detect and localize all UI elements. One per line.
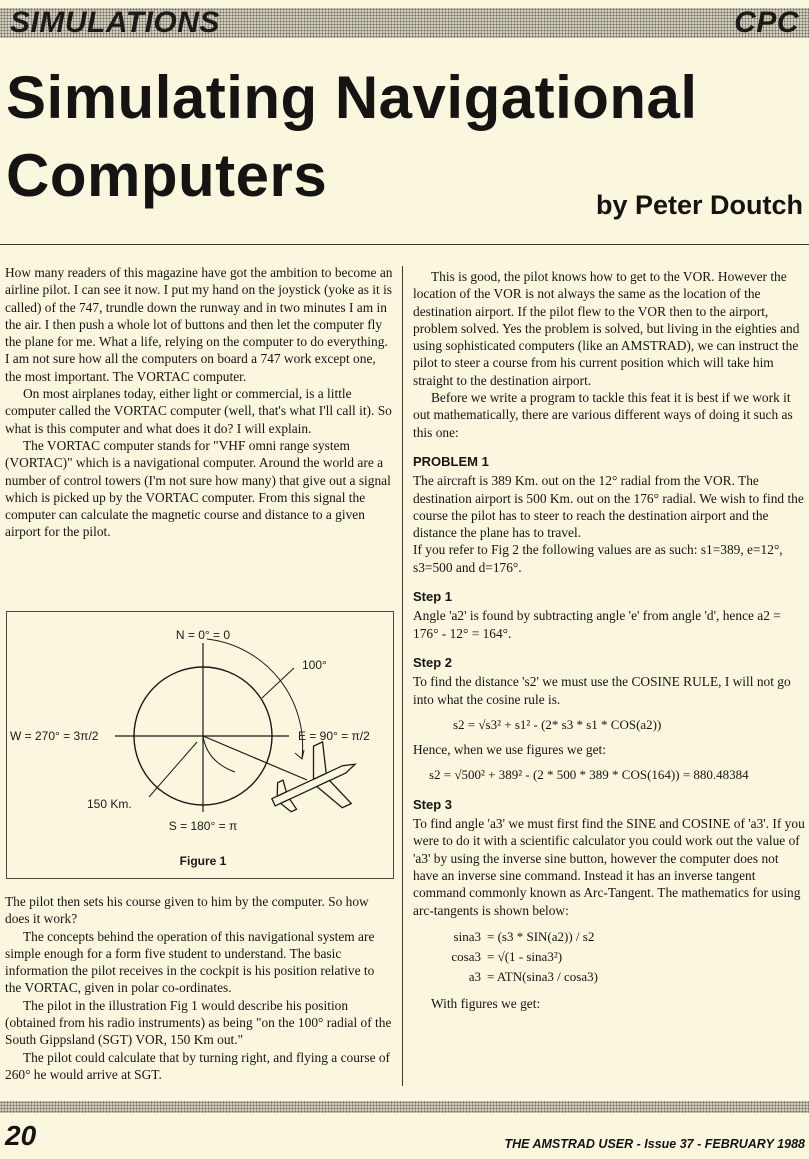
paragraph: The pilot then sets his course given to him by the computer. So how does it work? <box>5 894 369 927</box>
distance-result-formula: s2 = √500² + 389² - (2 * 500 * 389 * COS(164)) = 880.48384 <box>429 767 749 783</box>
distance-label: 150 Km. <box>87 797 132 811</box>
paragraph: To find angle 'a3' we must first find the SINE and COSINE of 'a3'. If you were to do it with a scientific calculator you could work out the value of 'a3' by using the inverse sine button, however the computer does not have an inverse sine command. Instead it has an inverse tangent command commonly known as Arc-Tangent. The mathematics for using arc-tangents is shown below: <box>413 816 805 918</box>
paragraph: The concepts behind the operation of this navigational system are simple enough for a form five student to understand. The basic information the pilot receives in the cockpit is his position relative to the VORTAC, given in polar co-ordinates. <box>5 928 375 996</box>
formula-lhs: a3 <box>468 968 481 984</box>
article-title-line1: Simulating Navigational <box>6 64 698 131</box>
north-label: N = 0° = 0 <box>175 628 231 642</box>
compass-diagram <box>7 612 393 878</box>
step3-heading: Step 3 <box>413 796 453 812</box>
paragraph: With figures we get: <box>431 995 541 1011</box>
column-divider <box>402 266 403 1086</box>
paragraph: Before we write a program to tackle this feat it is best if we work it out mathematically, there are various different ways of doing it such as this one: <box>413 390 793 440</box>
article-title-line2: Computers <box>6 142 328 209</box>
footer-band <box>0 1101 809 1113</box>
radial-angle-arc <box>207 639 303 758</box>
paragraph: On most airplanes today, either light or commercial, is a little computer called the VORTAC computer (well, that's what I'll call it). So what is this computer and what does it do? I will explain. <box>5 386 392 436</box>
radial-label: 100° <box>302 658 327 672</box>
paragraph: The pilot in the illustration Fig 1 would describe his position (obtained from his radio instruments) as being "on the 100° radial of the South Gippsland (SGT) VOR, 150 Km out." <box>5 997 392 1048</box>
paragraph: This is good, the pilot knows how to get to the VOR. However the location of the VOR is not always the same as the location of the destination airport. If the pilot flew to the VOR then to the airport, problem solved. Yes the problem is solved, but living in the eighties and using sophisticated computers (like an AMSTRAD), we can instruct the pilot to steer a course from his current position which will take him straight to the destination airport. <box>413 269 800 388</box>
east-label: E = 90° = π/2 <box>298 729 370 743</box>
paragraph: How many readers of this magazine have got the ambition to become an airline pilot. I can see it now. I put my hand on the joystick (yoke as it is called) of the 747, trundle down the runway and in two minutes I am in the air. I then push a whole lot of buttons and then let the computer fly the plane for me. What a life, relying on the computer to do everything. I am not sure how all the computers on board a 747 work except one, the most important. The VORTAC computer. <box>5 265 393 384</box>
magazine-issue: THE AMSTRAD USER - Issue 37 - FEBRUARY 1988 <box>504 1137 805 1151</box>
airplane-icon <box>259 733 369 833</box>
paragraph: The VORTAC computer stands for "VHF omni range system (VORTAC)" which is a navigational computer. Around the world are a number of control towers (I'm not sure how many) that give out a signal which is picked up by the VORTAC computer. From this signal the computer can calculate the magnetic course and distance to a given airport for the pilot. <box>5 437 391 540</box>
figure-1 <box>6 611 394 879</box>
step2-heading: Step 2 <box>413 654 453 670</box>
section-label: SIMULATIONS <box>10 6 220 39</box>
byline: by Peter Doutch <box>595 190 803 220</box>
problem-heading: PROBLEM 1 <box>413 453 489 469</box>
paragraph: Hence, when we use figures we get: <box>413 742 606 758</box>
cosine-rule-formula: s2 = √s3² + s1² - (2* s3 * s1 * COS(a2)) <box>453 716 662 732</box>
step1-heading: Step 1 <box>413 589 453 605</box>
platform-label: CPC <box>734 6 799 39</box>
page-number: 20 <box>5 1120 37 1151</box>
formula-lhs: cosa3 <box>451 948 481 964</box>
inner-curve <box>203 736 235 772</box>
paragraph: Angle 'a2' is found by subtracting angle 'e' from angle 'd', hence a2 = 176° - 12° = 164°. <box>413 608 781 641</box>
left-column-bottom <box>5 893 393 1083</box>
west-label: W = 270° = 3π/2 <box>10 729 99 743</box>
formula-rhs: = ATN(sina3 / cosa3) <box>487 968 598 984</box>
distance-label-leader <box>149 742 197 797</box>
paragraph: To find the distance 's2' we must use the COSINE RULE, I will not go into what the cosine rule is. <box>413 674 791 707</box>
formula-rhs: = √(1 - sina3²) <box>487 948 563 964</box>
radial-line <box>203 736 307 780</box>
right-column <box>413 268 805 1012</box>
paragraph: The aircraft is 389 Km. out on the 12° radial from the VOR. The destination airport is 500 Km. out on the 176° radial. We wish to find the course the pilot has to steer to reach the destination airport and the distance the plane has to travel. <box>413 473 804 541</box>
paragraph: If you refer to Fig 2 the following values are as such: s1=389, e=12°, s3=500 and d=176°. <box>413 542 783 575</box>
formula-rhs: = (s3 * SIN(a2)) / s2 <box>487 928 595 944</box>
arctangent-formulas <box>435 927 805 987</box>
paragraph: The pilot could calculate that by turning right, and flying a course of 260° he would arrive at SGT. <box>5 1049 391 1082</box>
formula-lhs: sina3 <box>453 928 481 944</box>
left-column-top <box>5 264 393 541</box>
title-rule <box>0 244 809 245</box>
figure-caption: Figure 1 <box>179 854 227 868</box>
south-label: S = 180° = π <box>168 819 238 833</box>
